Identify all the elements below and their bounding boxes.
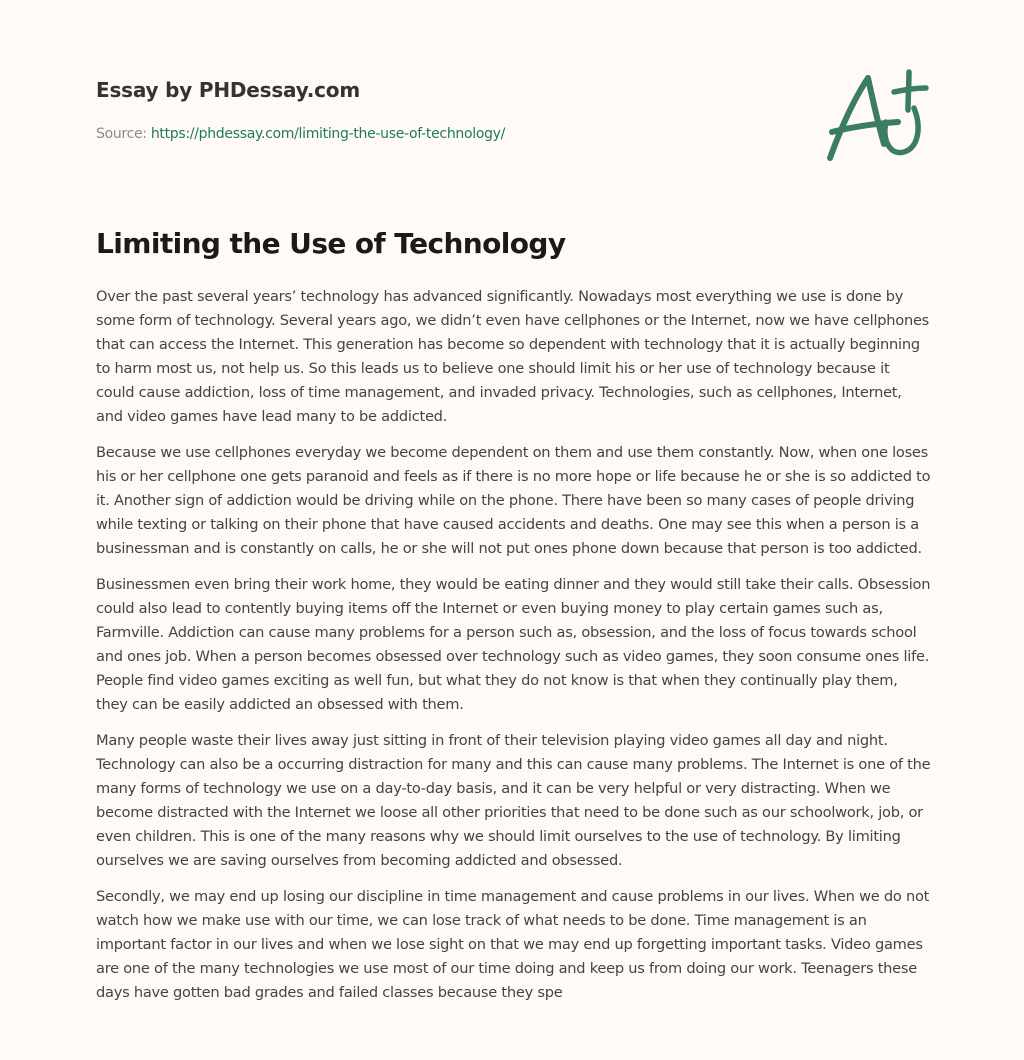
source-line [96, 124, 796, 144]
source-label: Source: [96, 126, 151, 142]
essay-paragraph: Over the past several years’ technology has advanced significantly. Nowadays most everything we use is done by some form of technology. Several years ago, we didn’t even have cellphones or the Internet, now we have cellphones that can access the Internet. This generation has become so dependent with technology that it is actually beginning to harm most us, not help us. So this leads us to believe one should limit his or her use of technology because it could cause addiction, loss of time management, and invaded privacy. Technologies, such as cellphones, Internet, and video games have lead many to be addicted. [96, 288, 930, 425]
page-header [96, 76, 796, 144]
source-link[interactable]: https://phdessay.com/limiting-the-use-of-technology/ [150, 126, 506, 142]
essay-paragraph: Businessmen even bring their work home, they would be eating dinner and they would still take their calls. Obsession could also lead to contently buying items off the Internet or even buying money to play certain games such as, Farmville. Addiction can cause many problems for a person such as, obsession, and the loss of focus towards school and ones job. When a person becomes obsessed over technology such as video games, they soon consume ones life. People find video games exciting as well fun, but what they do not know is that when they continually play them, they can be easily addicted an obsessed with them. [96, 576, 931, 713]
essay-title: Limiting the Use of Technology [96, 227, 566, 260]
essay-paragraph: Many people waste their lives away just sitting in front of their television playing video games all day and night. Technology can also be a occurring distraction for many and this can cause many problems. The Internet is one of the many forms of technology we use on a day-to-day basis, and it can be very helpful or very distracting. When we become distracted with the Internet we loose all other priorities that need to be done such as our schoolwork, job, or even children. This is one of the many reasons why we should limit ourselves to the use of technology. By limiting ourselves we are saving ourselves from becoming addicted and obsessed. [96, 732, 931, 869]
brand-title: Essay by PHDessay.com [96, 78, 360, 102]
essay-paragraph: Secondly, we may end up losing our discipline in time management and cause problems in our lives. When we do not watch how we make use with our time, we can lose track of what needs to be done. Time management is an important factor in our lives and when we lose sight on that we may end up forgetting important tasks. Video games are one of the many technologies we use most of our time doing and keep us from doing our work. Teenagers these days have gotten bad grades and failed classes because they spe [96, 888, 930, 1001]
a-plus-grade-icon [818, 66, 934, 166]
essay-body [96, 285, 932, 1017]
essay-paragraph: Because we use cellphones everyday we become dependent on them and use them constantly. Now, when one loses his or her cellphone one gets paranoid and feels as if there is no more hope or life because he or she is so addicted to it. Another sign of addiction would be driving while on the phone. There have been so many cases of people driving while texting or talking on their phone that have caused accidents and deaths. One may see this when a person is a businessman and is constantly on calls, he or she will not put ones phone down because that person is too addicted. [96, 444, 931, 557]
